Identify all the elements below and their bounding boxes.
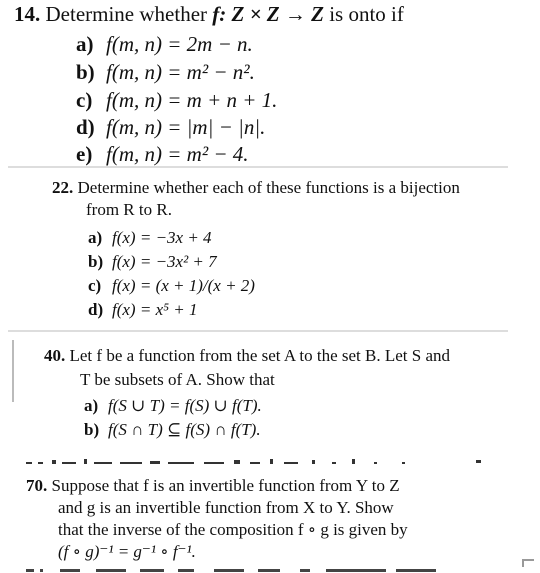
- problem-number: 14.: [14, 2, 41, 26]
- problem-70-line3: that the inverse of the composition f ∘ g is given by: [58, 520, 408, 539]
- problem-40-item-a: a) f(S ∪ T) = f(S) ∪ f(T).: [84, 396, 262, 415]
- problem-14-item-d: d) f(m, n) = |m| − |n|.: [76, 115, 266, 139]
- cropped-text-remnant: [22, 452, 502, 466]
- problem-14-item-a: a) f(m, n) = 2m − n.: [76, 32, 253, 56]
- section-divider: [8, 166, 508, 168]
- problem-22-item-a: a) f(x) = −3x + 4: [88, 228, 212, 247]
- cropped-text-marks: [22, 454, 502, 466]
- problem-14-item-e: e) f(m, n) = m² − 4.: [76, 142, 249, 166]
- problem-22-item-b: b) f(x) = −3x² + 7: [88, 252, 217, 271]
- problem-40-item-b: b) f(S ∩ T) ⊆ f(S) ∩ f(T).: [84, 420, 261, 439]
- corner-bracket-icon: [522, 559, 534, 567]
- problem-prompt: Determine whether: [45, 2, 208, 26]
- problem-14-item-b: b) f(m, n) = m² − n².: [76, 60, 255, 84]
- left-margin-line: [12, 340, 14, 402]
- problem-22-line2: from R to R.: [86, 200, 172, 219]
- problem-40-line1: 40. Let f be a function from the set A to the set B. Let S and: [44, 346, 451, 365]
- section-divider: [8, 330, 508, 332]
- problem-14-item-c: c) f(m, n) = m + n + 1.: [76, 88, 278, 112]
- function-signature: f: Z × Z → Z: [212, 2, 324, 26]
- problem-40-line2: T be subsets of A. Show that: [80, 370, 275, 389]
- problem-22-line1: 22. Determine whether each of these functions is a bijection: [52, 178, 460, 197]
- problem-22-item-c: c) f(x) = (x + 1)/(x + 2): [88, 276, 255, 295]
- problem-14-header: [14, 4, 404, 25]
- cropped-bottom-remnant: [0, 567, 540, 573]
- problem-22-item-d: d) f(x) = x⁵ + 1: [88, 300, 198, 319]
- problem-70-line1: 70. Suppose that f is an invertible function from Y to Z: [26, 476, 400, 495]
- problem-prompt-end: is onto if: [329, 2, 404, 26]
- problem-70-line2: and g is an invertible function from X to Y. Show: [58, 498, 394, 517]
- problem-70-line4: (f ∘ g)⁻¹ = g⁻¹ ∘ f⁻¹.: [58, 542, 196, 561]
